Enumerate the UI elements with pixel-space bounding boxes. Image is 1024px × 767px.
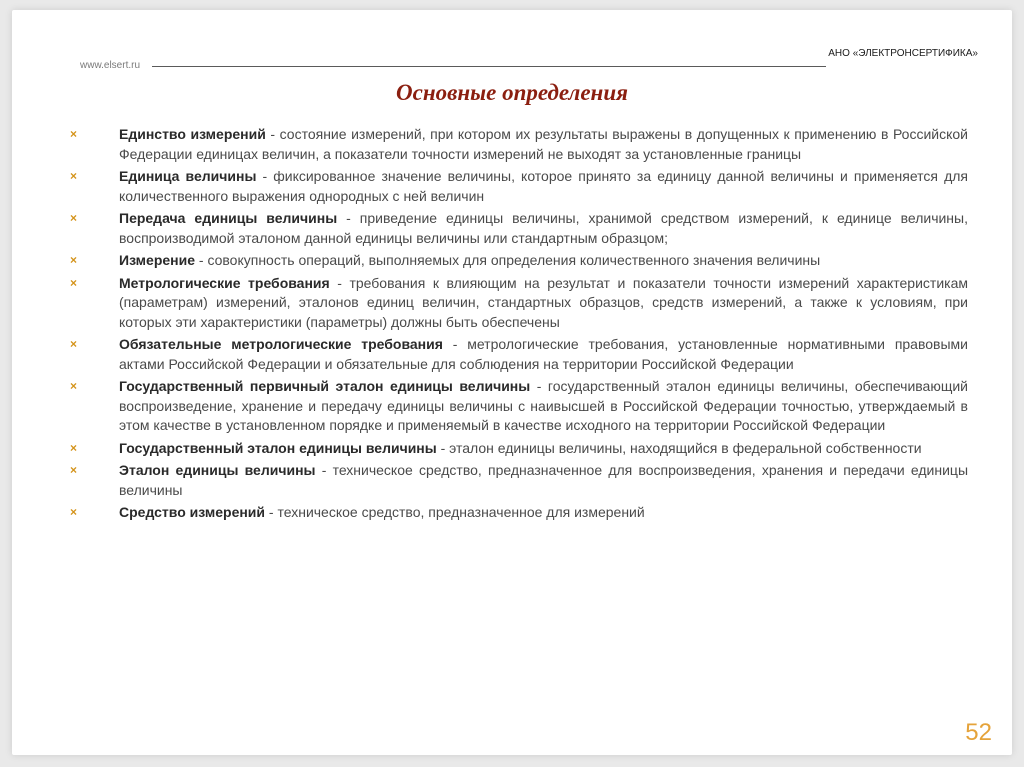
definitions-list <box>70 125 968 526</box>
definition-term: Единство измерений <box>119 126 266 142</box>
definition-item <box>70 503 968 523</box>
definition-text: - эталон единицы величины, находящийся в федеральной собственности <box>436 439 922 456</box>
definition-text: - приведение единицы величины, хранимой средством измерений, к единице величины, воспроизводимой эталоном данной единицы величины или стандартным образцом; <box>119 210 968 246</box>
bullet-icon: × <box>70 379 78 393</box>
definition-term: Средство измерений <box>119 504 266 520</box>
definition-item <box>70 335 968 374</box>
bullet-icon: × <box>70 275 78 290</box>
definition-item <box>70 274 968 333</box>
bullet-icon: × <box>70 440 78 455</box>
definition-item <box>70 439 968 459</box>
bullet-icon: × <box>70 253 78 267</box>
slide <box>12 10 1012 755</box>
definition-item <box>70 251 968 271</box>
definition-item <box>70 209 968 248</box>
header-divider <box>152 66 826 67</box>
slide-title: Основные определения <box>396 80 628 105</box>
definition-text: - техническое средство, предназначенное для измерений <box>265 504 645 520</box>
bullet-icon: × <box>70 211 78 225</box>
definition-term: Государственный первичный эталон единицы величины <box>119 378 531 394</box>
organization-name: АНО «ЭЛЕКТРОНСЕРТИФИКА» <box>828 48 978 59</box>
bullet-icon: × <box>70 505 78 519</box>
definition-text: - требования к влияющим на результат и показатели точности измерений характеристикам (параметрам) измерений, эталонов единиц величин, стандартных образцов, средств измерений, а также к условиям, при которых эти характеристики (параметры) должны быть обеспечены <box>119 274 968 330</box>
definition-term: Эталон единицы величины <box>119 462 316 478</box>
definition-item <box>70 461 968 500</box>
definition-item <box>70 125 968 164</box>
definition-term: Государственный эталон единицы величины <box>119 439 437 456</box>
page-number: 52 <box>965 719 992 746</box>
definition-term: Обязательные метрологические требования <box>119 336 443 352</box>
definition-text: - метрологические требования, установленные нормативными правовыми актами Российской Федерации и обязательные для соблюдения на территории Российской Федерации <box>119 336 968 372</box>
definition-term: Измерение <box>119 252 196 268</box>
site-url: www.elsert.ru <box>80 60 141 71</box>
definition-term: Передача единицы величины <box>119 210 338 226</box>
definition-text: - техническое средство, предназначенное для воспроизведения, хранения и передачи единицы величины <box>119 462 969 498</box>
definition-term: Метрологические требования <box>119 274 330 291</box>
definition-text: - состояние измерений, при котором их результаты выражены в допущенных к применению в Российской Федерации единицах величин, а показатели точности измерений не выходят за установленные границы <box>119 126 968 162</box>
definition-term: Единица величины <box>119 168 257 184</box>
definition-text: - фиксированное значение величины, которое принято за единицу данной величины и применяется для количественного выражения однородных с ней величин <box>119 168 968 204</box>
bullet-icon: × <box>70 127 78 141</box>
bullet-icon: × <box>70 337 78 351</box>
definition-item <box>70 167 968 206</box>
bullet-icon: × <box>70 169 78 183</box>
definition-item <box>70 377 968 436</box>
bullet-icon: × <box>70 463 78 477</box>
definition-text: - государственный эталон единицы величины, обеспечивающий воспроизведение, хранение и передачу единицы величины с наивысшей в Российской Федерации точностью, утверждаемый в этом качестве в установленном порядке и применяемый в качестве исходного на территории Российской Федерации <box>119 378 968 433</box>
definition-text: - совокупность операций, выполняемых для определения количественного значения величины <box>195 252 821 268</box>
